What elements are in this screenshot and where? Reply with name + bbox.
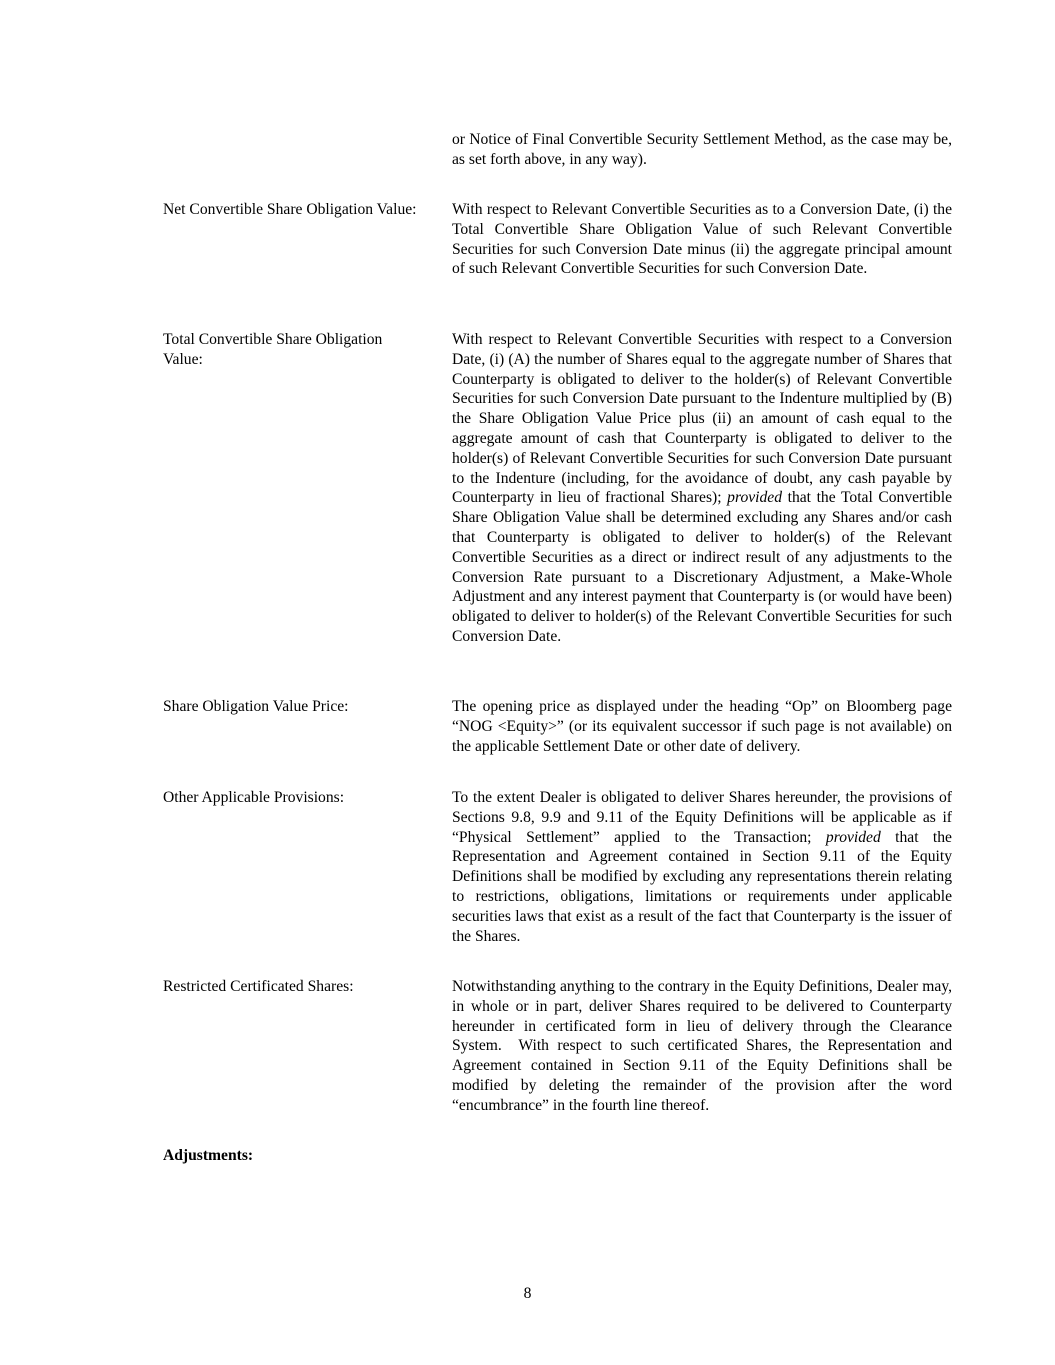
section-heading-adjustments: Adjustments: (163, 1147, 254, 1164)
emphasis-provided: provided (727, 489, 783, 507)
term-label: Net Convertible Share Obligation Value: (163, 201, 417, 218)
definition-text: that the Total Convertible Share Obligation Value shall be determined excluding any Shares and/or cash that Counterparty is obligated to deliver to holder(s) of the Relevant Convertible Securities as a direct or indirect result of any adjustments to the Conversion Rate pursuant to a Discretionary Adjustment, a Make-Whole Adjustment and any interest payment that Counterparty is (or would have been) obligated to deliver to holder(s) of the Relevant Convertible Securities for such Conversion Date. (452, 489, 952, 645)
emphasis-provided: provided (825, 828, 881, 846)
term-label: Other Applicable Provisions: (163, 789, 345, 806)
term-definition: Notwithstanding anything to the contrary in the Equity Definitions, Dealer may, in whole or in part, deliver Shares required to be delivered to Counterparty hereunder in certificated form in lieu of delivery through the Clearance System. With respect to such certificated Shares, the Representation and Agreement contained in Section 9.11 of the Equity Definitions shall be modified by deleting the remainder of the provision after the word “encumbrance” in the fourth line thereof. (452, 978, 952, 1114)
page-number: 8 (523, 1285, 532, 1302)
definition-text: With respect to Relevant Convertible Securities with respect to a Conversion Date, (i) (A) the number of Shares equal to the aggregate number of Shares that Counterparty is obligated to deliver to the holder(s) of Relevant Convertible Securities for such Conversion Date pursuant to the Indenture multiplied by (B) the Share Obligation Value Price plus (ii) an amount of cash equal to the aggregate amount of cash that Counterparty is obligated to deliver to the holder(s) of Relevant Convertible Securities for such Conversion Date pursuant to the Indenture (including, for the avoidance of doubt, any cash payable by Counterparty in lieu of fractional Shares); (452, 331, 952, 507)
definition-text: To the extent Dealer is obligated to deliver Shares hereunder, the provisions of Sections 9.8, 9.9 and 9.11 of the Equity Definitions will be applicable as if “Physical Settlement” applied to the Transaction; (452, 789, 952, 846)
term-definition: The opening price as displayed under the heading “Op” on Bloomberg page “NOG <Equity>” (or its equivalent successor if such page is not available) on the applicable Settlement Date or other date of delivery. (452, 698, 952, 755)
term-definition (452, 788, 952, 946)
term-definition (452, 330, 952, 647)
term-label: Share Obligation Value Price: (163, 698, 349, 715)
continuation-paragraph: or Notice of Final Convertible Security Settlement Method, as the case may be, as set forth above, in any way). (452, 131, 952, 168)
term-label: Restricted Certificated Shares: (163, 978, 354, 995)
definition-text: that the Representation and Agreement contained in Section 9.11 of the Equity Definitions shall be modified by excluding any representations therein relating to restrictions, obligations, limitations or requirements under applicable securities laws that exist as a result of the fact that Counterparty is the issuer of the Shares. (452, 828, 952, 945)
term-definition: With respect to Relevant Convertible Securities as to a Conversion Date, (i) the Total Convertible Share Obligation Value of such Relevant Convertible Securities for such Conversion Date minus (ii) the aggregate principal amount of such Relevant Convertible Securities for such Conversion Date. (452, 201, 952, 278)
term-label: Total Convertible Share Obligation Value: (163, 331, 383, 368)
